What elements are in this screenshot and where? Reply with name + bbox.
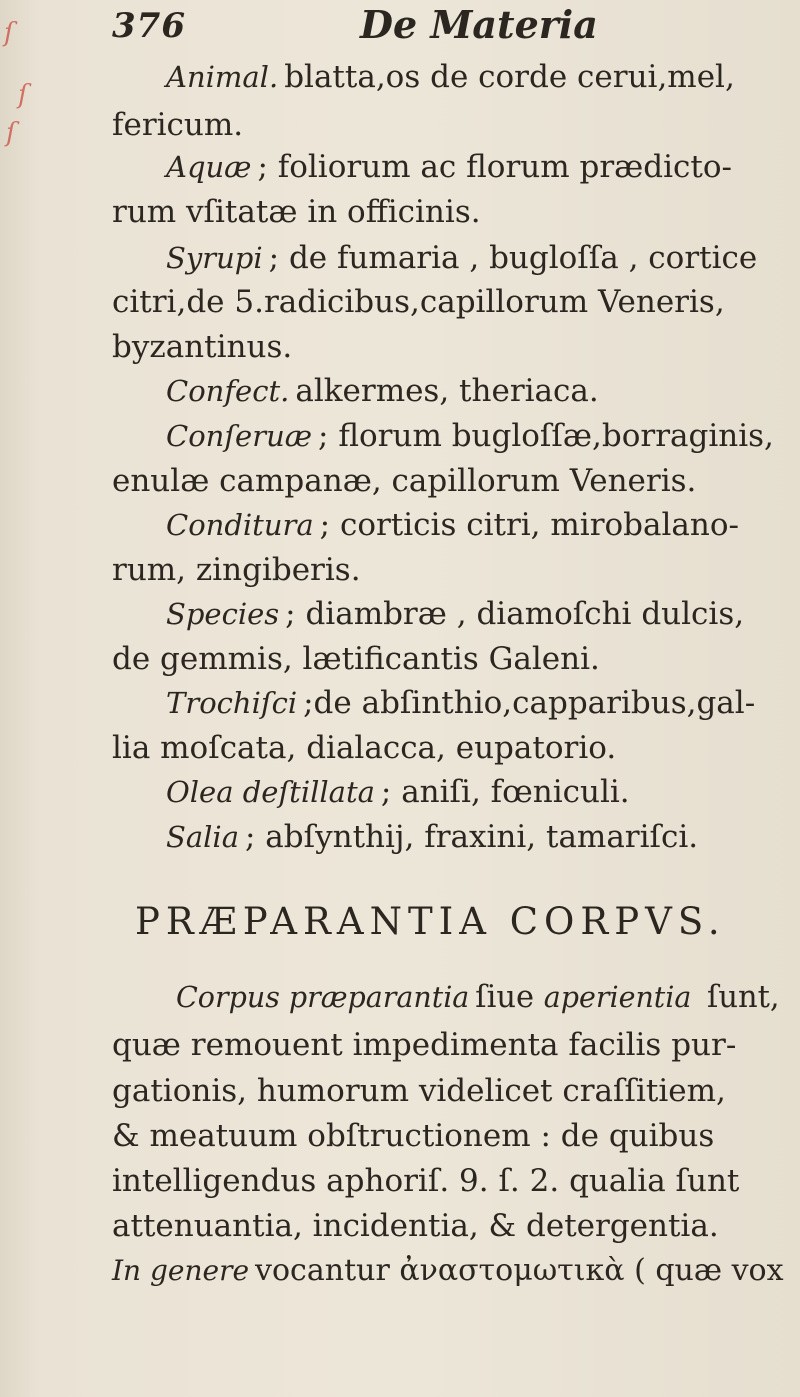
- entry-text: ; florum bugloſſæ,borraginis,: [318, 418, 774, 454]
- paragraph-text: ſunt,: [697, 980, 780, 1015]
- page-number: 376: [112, 6, 186, 46]
- page-header: [112, 0, 780, 58]
- paragraph-text: gationis, humorum videlicet craſſitiem,: [112, 1073, 726, 1109]
- entry-text: blatta,os de corde cerui,mel,: [284, 59, 735, 95]
- entry-label: Syrupi: [166, 241, 263, 275]
- text-line: [112, 194, 481, 230]
- text-line: [112, 329, 293, 365]
- entry-label: Trochiſci: [166, 686, 298, 720]
- text-line: [112, 107, 244, 143]
- text-line: [166, 418, 774, 454]
- entry-text: ; foliorum ac florum prædicto-: [257, 149, 733, 185]
- margin-ink-mark: ſ: [18, 80, 28, 110]
- paragraph-text: attenuantia, incidentia, & detergentia.: [112, 1208, 719, 1244]
- running-title: De Materia: [360, 2, 598, 47]
- paragraph-text: quæ remouent impedimenta facilis pur-: [112, 1027, 737, 1063]
- paragraph-text: & meatuum obſtructionem : de quibus: [112, 1118, 715, 1154]
- margin-ink-mark: ſ: [6, 118, 16, 148]
- entry-text: fericum.: [112, 107, 244, 143]
- entry-label: Confect.: [166, 374, 290, 408]
- entry-text: ;de abſinthio,capparibus,gal-: [303, 685, 756, 721]
- entry-label: Animal.: [166, 60, 279, 94]
- text-line: [166, 596, 745, 632]
- entry-label: Species: [166, 597, 280, 631]
- entry-label: Salia: [166, 820, 239, 854]
- text-line: [112, 1208, 719, 1244]
- entry-text: ; abſynthij, fraxini, tamariſci.: [245, 819, 699, 855]
- text-line: [112, 1118, 715, 1154]
- text-line: [112, 1163, 740, 1199]
- entry-label: Conditura: [166, 508, 314, 542]
- entry-text: ; de fumaria , bugloſſa , cortice: [268, 240, 758, 276]
- text-line: [112, 552, 361, 588]
- entry-text: lia moſcata, dialacca, eupatorio.: [112, 730, 617, 766]
- entry-text: ; aniſi, fœniculi.: [380, 774, 630, 810]
- text-line: [166, 507, 740, 543]
- paragraph-text: vocantur ἀναστομωτικὰ ( quæ vox: [255, 1253, 784, 1288]
- entry-text: ; diambræ , diamoſchi dulcis,: [285, 596, 745, 632]
- entry-text: byzantinus.: [112, 329, 293, 365]
- entry-text: ; corticis citri, mirobalano-: [319, 507, 740, 543]
- paragraph-text: intelligendus aphoriſ. 9. ſ. 2. qualia ſunt: [112, 1163, 740, 1199]
- entry-label: Olea deſtillata: [166, 775, 375, 809]
- entry-text: alkermes, theriaca.: [295, 373, 599, 409]
- text-line: [112, 1073, 726, 1109]
- text-line: [112, 641, 600, 677]
- entry-text: enulæ campanæ, capillorum Veneris.: [112, 463, 697, 499]
- section-heading: PRÆPARANTIA CORPVS.: [135, 900, 726, 943]
- text-line: [166, 149, 733, 185]
- text-line: [166, 685, 756, 721]
- text-line: [166, 774, 630, 810]
- entry-label: Conſeruæ: [166, 419, 313, 453]
- entry-text: de gemmis, lætificantis Galeni.: [112, 641, 600, 677]
- entry-text: rum, zingiberis.: [112, 552, 361, 588]
- text-line: [166, 373, 599, 409]
- text-line: [112, 730, 617, 766]
- margin-ink-mark: ſ: [4, 18, 14, 48]
- text-line: [166, 59, 735, 95]
- text-line: [166, 819, 699, 855]
- text-line: [112, 1027, 737, 1063]
- entry-text: rum vſitatæ in officinis.: [112, 194, 481, 230]
- entry-label: Aquæ: [166, 150, 252, 184]
- text-line: [176, 980, 780, 1015]
- text-line: [166, 240, 758, 276]
- paragraph-label: aperientia: [543, 981, 692, 1014]
- text-line: [112, 463, 697, 499]
- entry-text: citri,de 5.radicibus,capillorum Veneris,: [112, 284, 725, 320]
- paragraph-text: ſiue: [475, 980, 544, 1015]
- paragraph-label: In genere: [112, 1254, 250, 1287]
- paragraph-label: Corpus præparantia: [176, 981, 470, 1014]
- text-line: [112, 1253, 784, 1288]
- text-line: [112, 284, 725, 320]
